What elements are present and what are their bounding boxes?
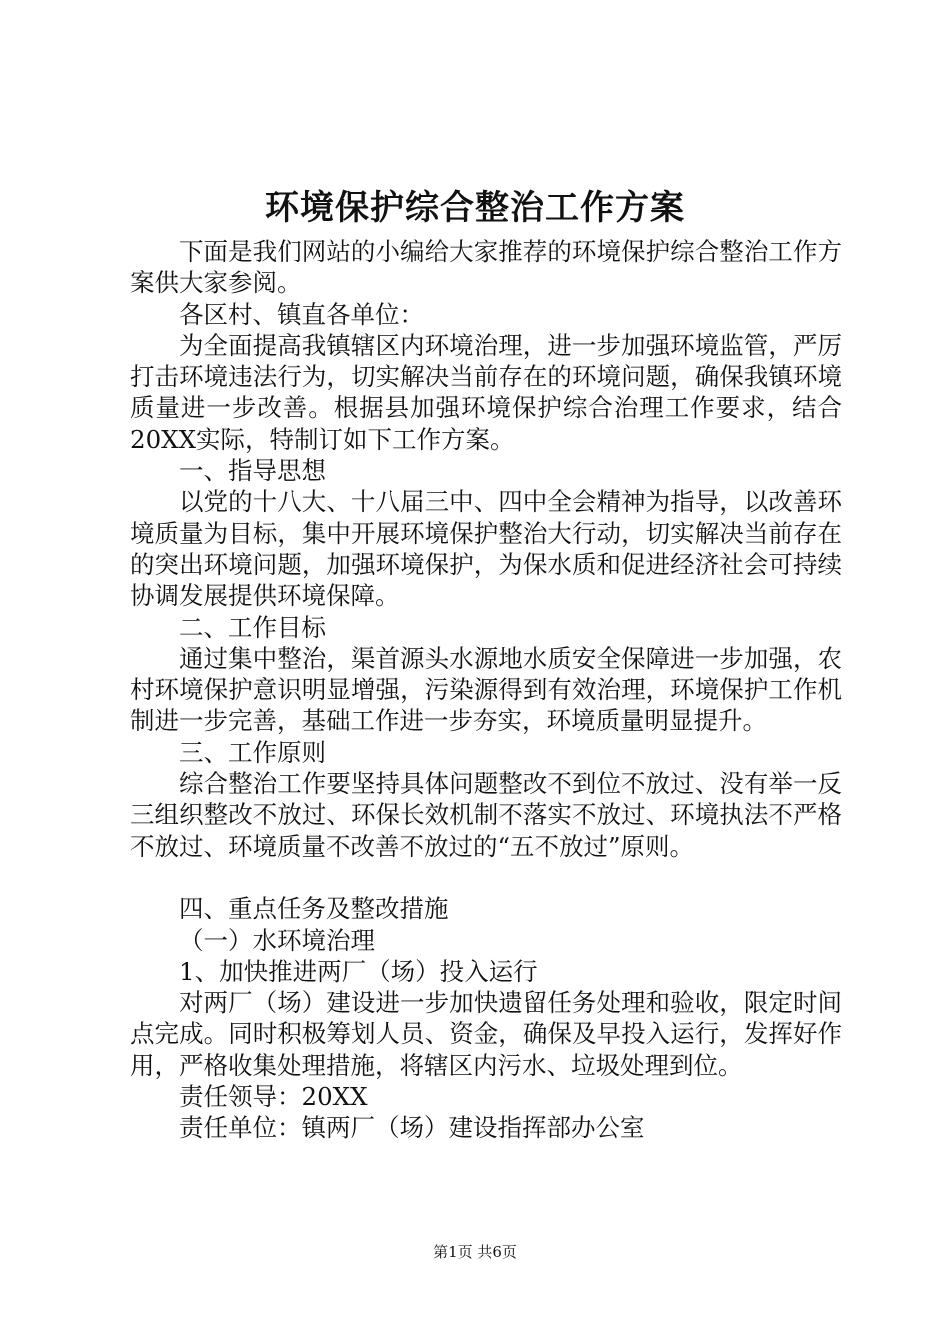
paragraph-gap xyxy=(130,862,842,893)
document-title: 环境保护综合整治工作方案 xyxy=(265,188,685,228)
paragraph-guiding-ideology: 以党的十八大、十八届三中、四中全会精神为指导，以改善环境质量为目标，集中开展环境保护整治大行动，切实解决当前存在的突出环境问题，加强环境保护，为保水质和促进经济社会可持续协调发展提供环境保障。 xyxy=(130,487,842,611)
document-body xyxy=(130,236,842,1144)
responsible-unit: 责任单位：镇两厂（场）建设指挥部办公室 xyxy=(179,1113,645,1143)
heading-work-principles: 三、工作原则 xyxy=(179,737,326,767)
heading-work-goals: 二、工作目标 xyxy=(179,612,326,642)
subheading-item-1: 1、加快推进两厂（场）投入运行 xyxy=(179,956,538,986)
subheading-water-environment: （一）水环境治理 xyxy=(179,925,375,955)
heading-key-tasks: 四、重点任务及整改措施 xyxy=(179,894,449,924)
page-number: 第1页 共6页 xyxy=(433,1243,517,1261)
paragraph-purpose: 为全面提高我镇辖区内环境治理，进一步加强环境监管，严厉打击环境违法行为，切实解决当前存在的环境问题，确保我镇环境质量进一步改善。根据县加强环境保护综合治理工作要求，结合20XX实际，特制订如下工作方案。 xyxy=(130,330,842,454)
paragraph-work-goals: 通过集中整治，渠首源头水源地水质安全保障进一步加强，农村环境保护意识明显增强，污染源得到有效治理，环境保护工作机制进一步完善，基础工作进一步夯实，环境质量明显提升。 xyxy=(130,643,842,736)
paragraph-salutation: 各区村、镇直各单位： xyxy=(179,299,424,329)
paragraph-intro: 下面是我们网站的小编给大家推荐的环境保护综合整治工作方案供大家参阅。 xyxy=(130,237,842,298)
responsible-leader: 责任领导：20XX xyxy=(179,1082,368,1112)
paragraph-work-principles: 综合整治工作要坚持具体问题整改不到位不放过、没有举一反三组织整改不放过、环保长效机制不落实不放过、环境执法不严格不放过、环境质量不改善不放过的“五不放过”原则。 xyxy=(130,769,842,861)
heading-guiding-ideology: 一、指导思想 xyxy=(179,456,326,486)
paragraph-item-1: 对两厂（场）建设进一步加快遗留任务处理和验收，限定时间点完成。同时积极筹划人员、资金，确保及早投入运行，发挥好作用，严格收集处理措施，将辖区内污水、垃圾处理到位。 xyxy=(130,988,842,1080)
